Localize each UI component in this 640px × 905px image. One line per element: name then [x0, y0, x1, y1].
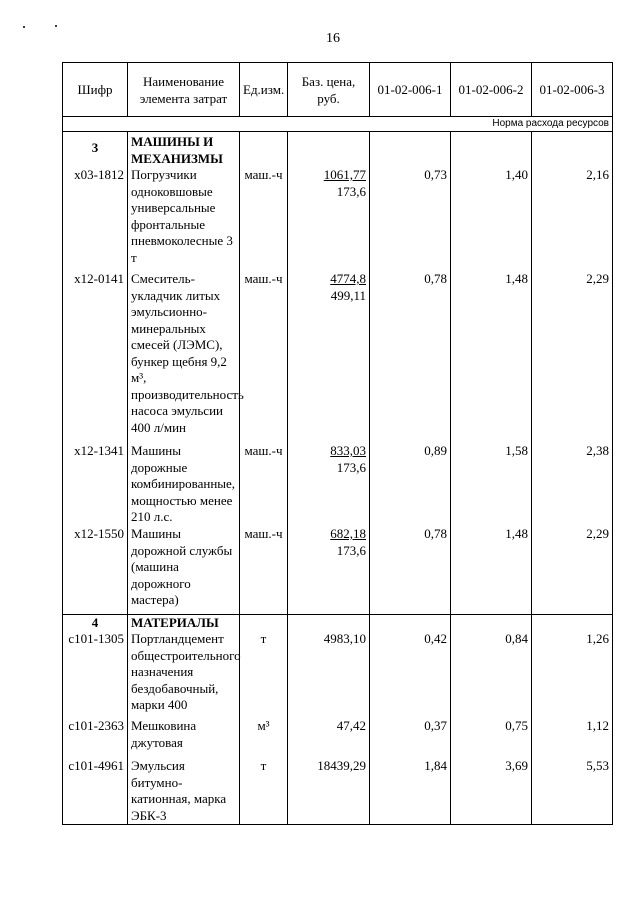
header-unit: Ед.изм. [240, 63, 288, 117]
header-name: Наименование элемента затрат [128, 63, 240, 117]
section-title: МАШИНЫ И МЕХАНИЗМЫ [128, 132, 240, 168]
row-code: х12-1550 [63, 526, 128, 614]
row-unit: маш.-ч [240, 526, 288, 614]
header-col2: 01-02-006-2 [451, 63, 532, 117]
scan-speck [23, 26, 25, 28]
header-col1: 01-02-006-1 [370, 63, 451, 117]
row-value-3: 5,53 [532, 758, 613, 825]
row-value-3: 1,12 [532, 718, 613, 758]
row-price: 47,42 [288, 718, 370, 758]
row-value-2: 1,58 [451, 443, 532, 526]
row-value-1: 0,78 [370, 271, 451, 443]
row-value-1: 1,84 [370, 758, 451, 825]
row-price-secondary: 499,11 [330, 287, 366, 303]
row-unit: т [240, 758, 288, 825]
row-price: 1061,77 [323, 167, 366, 182]
row-value-3: 2,29 [532, 526, 613, 614]
row-value-1: 0,78 [370, 526, 451, 614]
row-price: 4774,8 [330, 271, 366, 286]
row-price: 4983,10 [288, 631, 370, 718]
row-price: 682,18 [330, 526, 366, 541]
row-price: 18439,29 [288, 758, 370, 825]
section-title: МАТЕРИАЛЫ [128, 614, 240, 631]
row-value-2: 0,75 [451, 718, 532, 758]
row-code: х12-1341 [63, 443, 128, 526]
table-row [63, 526, 613, 614]
row-price-secondary: 173,6 [336, 542, 366, 558]
section-number: 4 [63, 614, 128, 631]
section-header [63, 132, 613, 168]
section-header [63, 614, 613, 631]
resource-table [62, 62, 613, 825]
table-row [63, 718, 613, 758]
row-value-1: 0,37 [370, 718, 451, 758]
row-value-2: 1,48 [451, 526, 532, 614]
scan-speck [55, 25, 57, 27]
row-name: Мешковина джутовая [128, 718, 240, 758]
row-value-1: 0,73 [370, 167, 451, 271]
row-name: Машины дорожные комбинированные, мощностью менее 210 л.с. [128, 443, 240, 526]
row-code: с101-1305 [63, 631, 128, 718]
row-unit: маш.-ч [240, 167, 288, 271]
row-code: х12-0141 [63, 271, 128, 443]
row-name: Погрузчики одноковшовые универсальные фронтальные пневмоколесные 3 т [128, 167, 240, 271]
table-row [63, 443, 613, 526]
row-unit: м³ [240, 718, 288, 758]
row-unit: т [240, 631, 288, 718]
table-row [63, 631, 613, 718]
header-code: Шифр [63, 63, 128, 117]
row-price-secondary: 173,6 [336, 183, 366, 199]
section-number: 3 [63, 132, 128, 168]
table-row [63, 758, 613, 825]
header-col3: 01-02-006-3 [532, 63, 613, 117]
table-row [63, 167, 613, 271]
row-value-3: 2,16 [532, 167, 613, 271]
row-name: Машины дорожной службы (машина дорожного мастера) [128, 526, 240, 614]
row-name: Портландцемент общестроительного назначения бездобавочный, марки 400 [128, 631, 240, 718]
row-value-1: 0,42 [370, 631, 451, 718]
norm-row [63, 117, 613, 132]
row-unit: маш.-ч [240, 271, 288, 443]
row-value-2: 1,48 [451, 271, 532, 443]
page-number: 16 [326, 31, 340, 46]
row-value-3: 2,29 [532, 271, 613, 443]
header-row [63, 63, 613, 117]
row-code: с101-4961 [63, 758, 128, 825]
row-code: х03-1812 [63, 167, 128, 271]
row-value-2: 3,69 [451, 758, 532, 825]
header-price: Баз. цена, руб. [288, 63, 370, 117]
row-value-1: 0,89 [370, 443, 451, 526]
row-name: Эмульсия битумно-катионная, марка ЭБК-3 [128, 758, 240, 825]
row-price-secondary: 173,6 [336, 459, 366, 475]
table-row [63, 271, 613, 443]
row-unit: маш.-ч [240, 443, 288, 526]
row-value-3: 2,38 [532, 443, 613, 526]
norm-label: Норма расхода ресурсов [63, 117, 613, 132]
row-code: с101-2363 [63, 718, 128, 758]
row-value-3: 1,26 [532, 631, 613, 718]
row-name: Смеситель-укладчик литых эмульсионно-минеральных смесей (ЛЭМС), бункер щебня 9,2 м³, производительность насоса эмульсии 400 л/мин [128, 271, 240, 443]
row-price: 833,03 [330, 443, 366, 458]
row-value-2: 0,84 [451, 631, 532, 718]
row-value-2: 1,40 [451, 167, 532, 271]
